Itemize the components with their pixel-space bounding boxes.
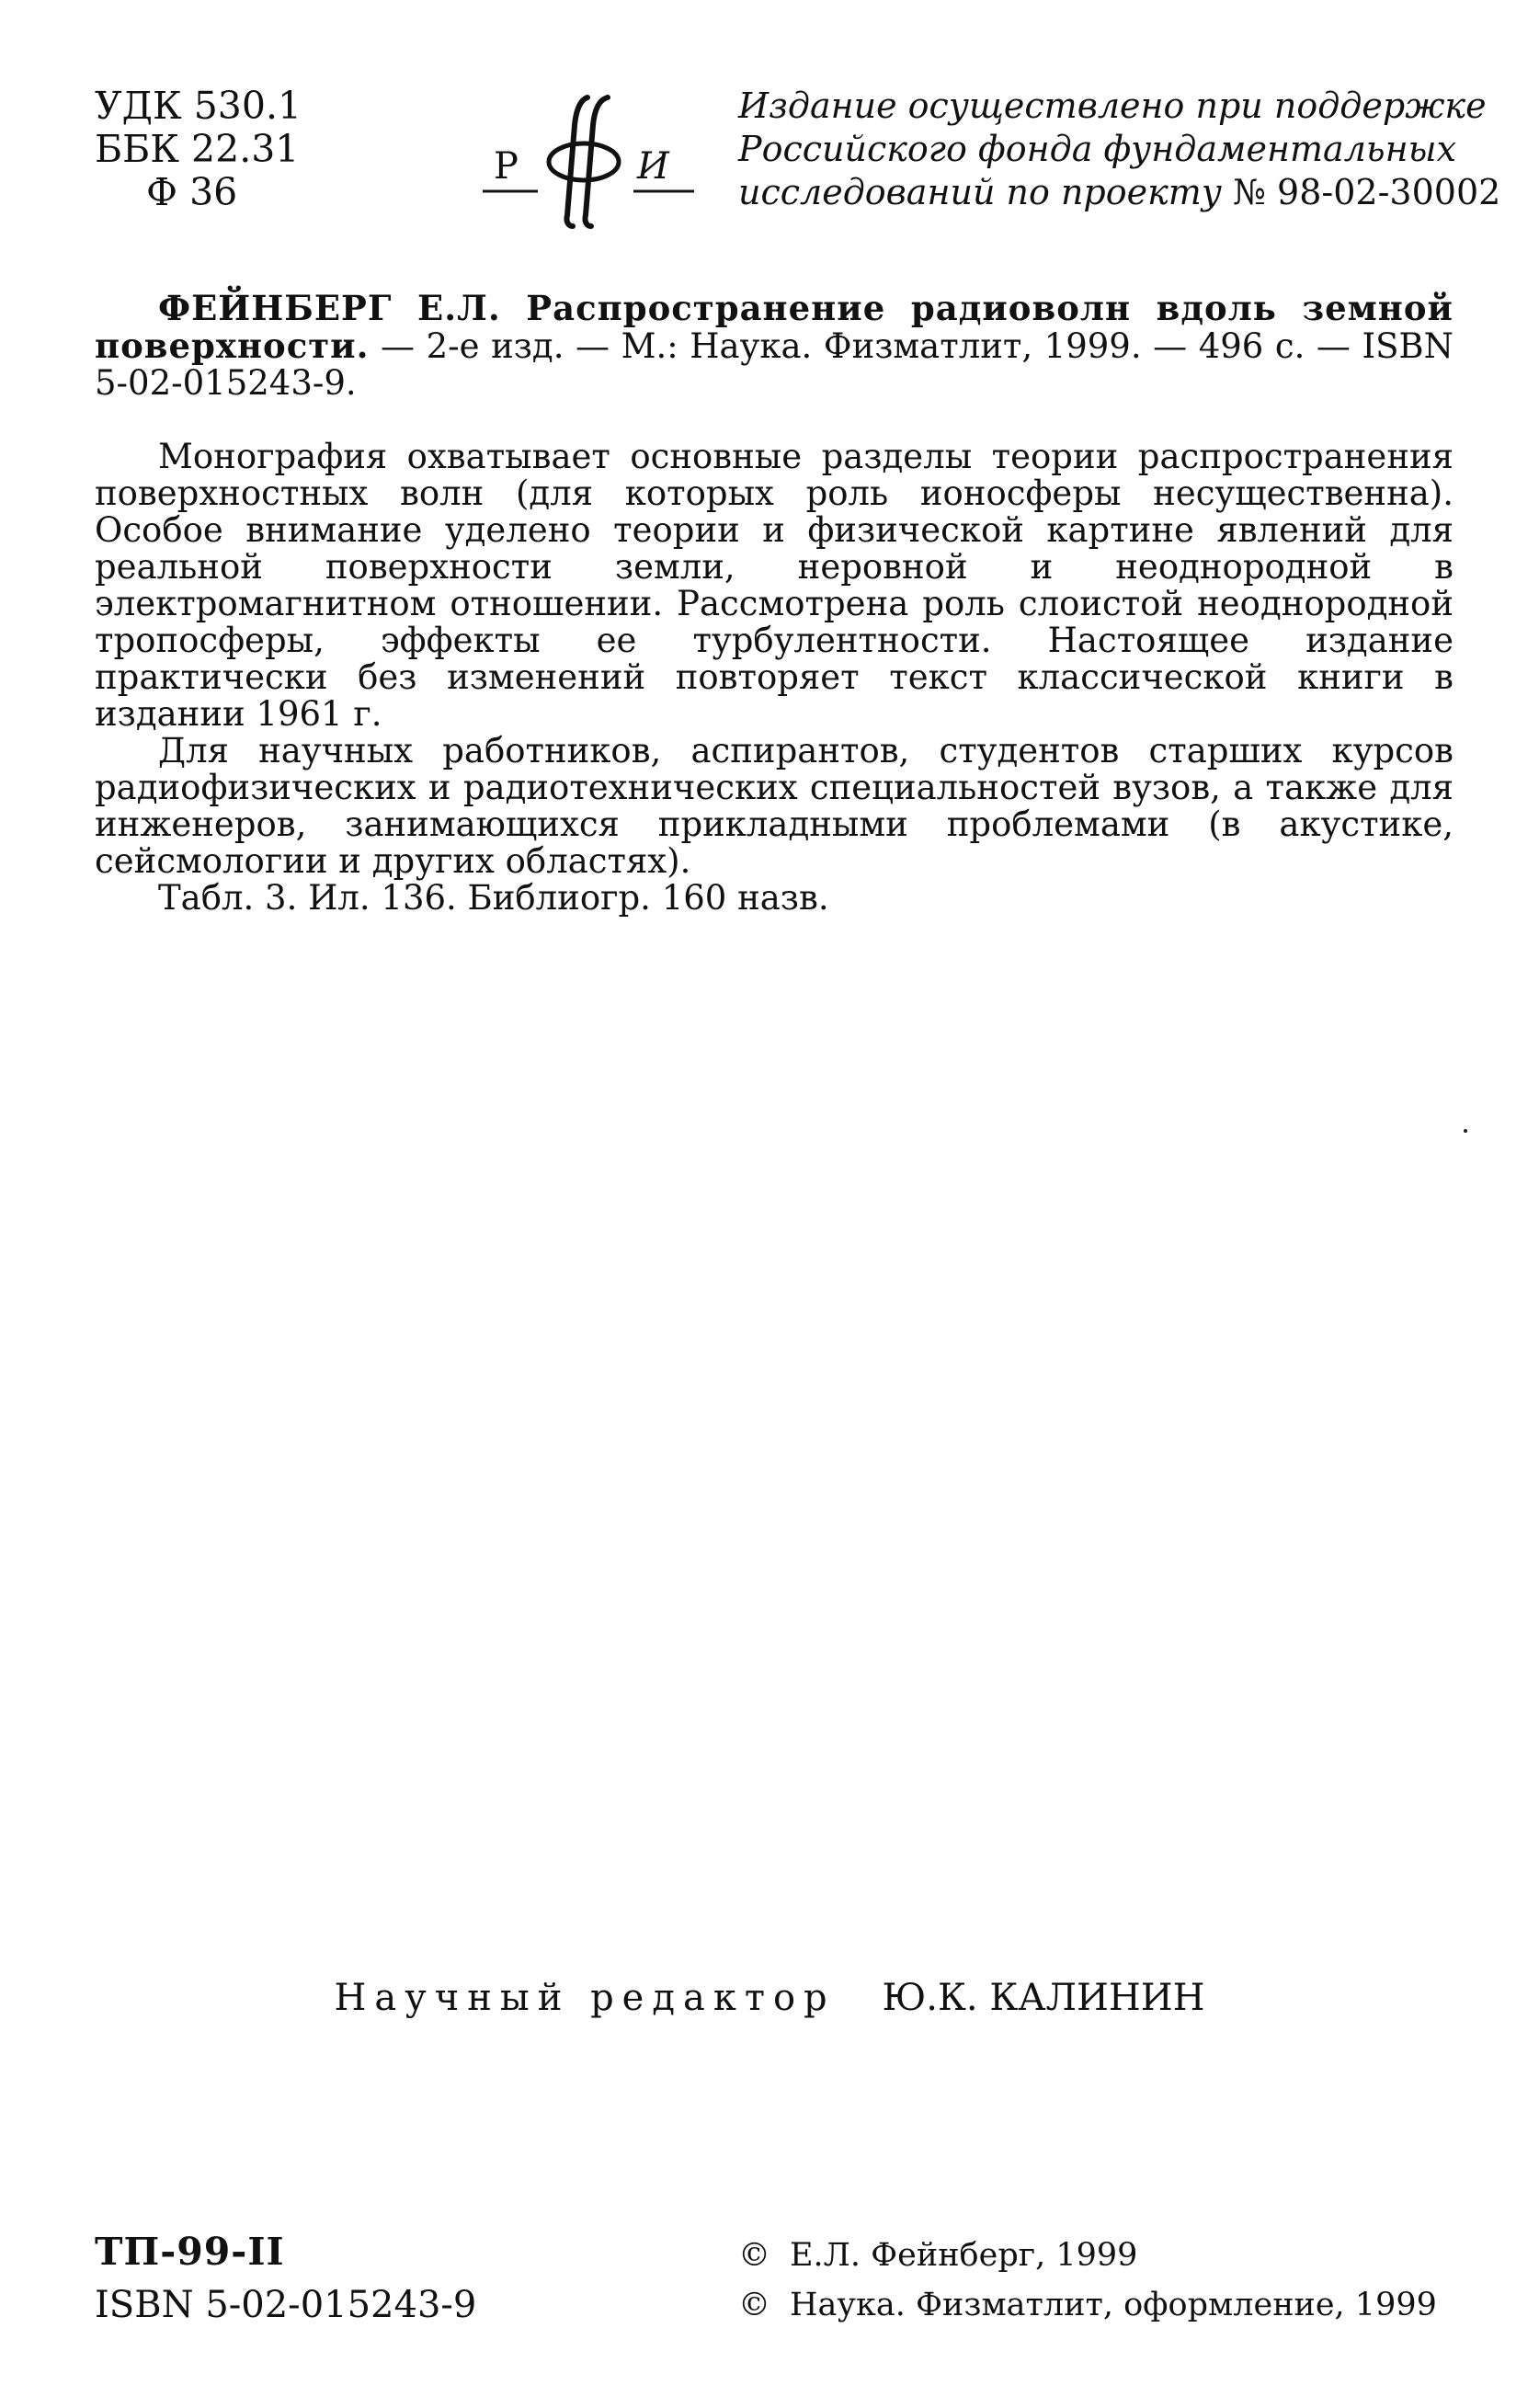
sponsor-line-1: Издание осуществлено при поддержке (738, 86, 1487, 126)
copyright-publisher: Наука. Физматлит, оформление, 1999 (790, 2287, 1437, 2323)
book-stats: Табл. 3. Ил. 136. Библиогр. 160 назв. (158, 878, 829, 918)
abstract-paragraph-2: Для научных работников, аспирантов, студентов старших курсов радиофизических и радиотехнических специальностей вузов, а также для инженеров, занимающихся прикладными проблемами (в акустике, сейсмологии и других областях). (95, 731, 1454, 881)
copyright-icon: © (738, 2287, 770, 2323)
copyright-author: Е.Л. Фейнберг, 1999 (790, 2237, 1138, 2274)
editor-name: Ю.К. КАЛИНИН (882, 1977, 1205, 2019)
classification-codes (95, 85, 302, 214)
tp-code: ТП-99-II (95, 2230, 285, 2274)
bbk-code: ББК 22.31 (95, 127, 300, 171)
author-mark: Ф 36 (146, 170, 238, 214)
abstract-paragraph-1: Монография охватывает основные разделы теории распространения поверхностных волн (для которых роль ионосферы несущественна). Особое внимание уделено теории и физической картине явлений для реальной поверхности земли, неровной и неоднородной в электромагнитном отношении. Рассмотрена роль слоистой неоднородной тропосферы, эффекты ее турбулентности. Настоящее издание практически без изменений повторяет текст классической книги в издании 1961 г. (95, 437, 1454, 734)
copyright-icon: © (738, 2237, 770, 2274)
sponsor-line-2: Российского фонда фундаментальных (738, 129, 1457, 169)
stray-dot (1464, 1129, 1467, 1133)
logo-letter-i: И (637, 145, 669, 188)
author-title: ФЕЙНБЕРГ Е.Л. Распространение радиоволн вдоль земной поверхности. (95, 288, 1454, 366)
scientific-editor (0, 1975, 1539, 2021)
logo-letter-r: Р (494, 145, 519, 188)
main-text (95, 290, 1454, 917)
copyright-line-2 (738, 2280, 1437, 2330)
editor-label: Научный редактор (334, 1977, 836, 2019)
copyright-line-1 (738, 2231, 1437, 2280)
bibliographic-entry (95, 290, 1454, 402)
sponsor-line-3-text: исследований по проекту (738, 172, 1222, 212)
rffi-logo-icon (473, 88, 703, 235)
edition-details: — 2-е изд. — М.: Наука. Физматлит, 1999. — 496 с. — ISBN 5-02-015243-9. (95, 326, 1454, 403)
grant-number: № 98-02-30002 (1232, 172, 1501, 212)
sponsor-line-3 (738, 171, 1501, 214)
copyright-block (738, 2231, 1437, 2330)
sponsor-note (738, 85, 1501, 214)
udk-code: УДК 530.1 (95, 84, 302, 128)
isbn-bottom: ISBN 5-02-015243-9 (95, 2284, 477, 2326)
